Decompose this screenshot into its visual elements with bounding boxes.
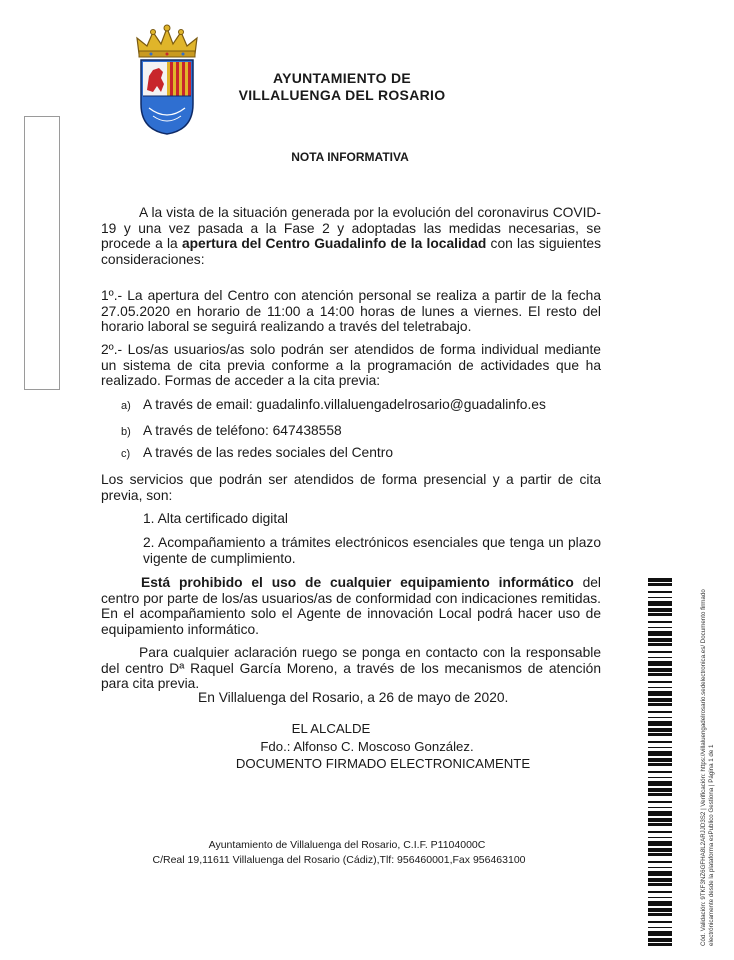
contact-phone-item: A través de teléfono: 647438558: [143, 423, 342, 438]
barcode-stripe: [648, 777, 672, 778]
barcode-stripe: [648, 853, 672, 856]
barcode-stripe: [648, 831, 672, 833]
barcode-stripe: [648, 763, 672, 766]
barcode-stripe: [648, 897, 672, 898]
barcode-stripe: [648, 673, 672, 676]
barcode-stripe: [648, 751, 672, 756]
barcode-stripe: [648, 591, 672, 593]
barcode-stripe: [648, 823, 672, 826]
point-1-paragraph: 1º.- La apertura del Centro con atención personal se realiza a partir de la fecha 27.05.2020 en horario de 11:00 a 14:00 horas de lunes a viernes. El resto del horario laboral se seguirá realizando a través del teletrabajo.: [101, 288, 601, 335]
barcode-stripe: [648, 691, 672, 696]
municipality-name-line1: AYUNTAMIENTO DE: [272, 70, 412, 86]
list-letter-c: c): [121, 448, 131, 460]
barcode-stripe: [648, 608, 672, 612]
barcode-stripe: [648, 741, 672, 743]
signature-role: EL ALCALDE: [291, 721, 371, 736]
prohibition-paragraph: [101, 575, 601, 637]
barcode-stripe: [648, 878, 672, 882]
crest-icon: [131, 24, 203, 136]
services-intro-paragraph: Los servicios que podrán ser atendidos de forma presencial y a partir de cita previa, son:: [101, 472, 601, 503]
service-item-1: 1. Alta certificado digital: [143, 511, 288, 526]
electronic-signature-note: DOCUMENTO FIRMADO ELECTRONICAMENTE: [235, 756, 531, 771]
point-2-paragraph: 2º.- Los/as usuarios/as solo podrán ser atendidos de forma individual mediante un sistema de cita previa conforme a la programación de actividades que ha realizado. Formas de acceder a la cita previa:: [101, 342, 601, 389]
coat-of-arms-logo: [131, 24, 203, 136]
barcode-stripe: [648, 643, 672, 646]
barcode-stripe: [648, 867, 672, 868]
barcode-stripe: [648, 861, 672, 863]
signature-name: Fdo.: Alfonso C. Moscoso González.: [260, 739, 474, 754]
barcode-stripe: [648, 711, 672, 713]
barcode-stripe: [648, 848, 672, 852]
contact-email-item: A través de email: guadalinfo.villaluengadelrosario@guadalinfo.es: [143, 397, 546, 412]
barcode-stripe: [648, 601, 672, 606]
verification-text: [672, 578, 715, 946]
intro-paragraph: [101, 205, 601, 267]
barcode-stripe: [648, 788, 672, 792]
barcode-stripe: [648, 913, 672, 916]
barcode-stripe: [648, 901, 672, 906]
barcode-stripe: [648, 721, 672, 726]
barcode-stripe: [648, 651, 672, 653]
barcode-stripe: [648, 698, 672, 702]
barcode-stripe: [648, 793, 672, 796]
barcode-stripe: [648, 717, 672, 718]
barcode-stripe: [648, 921, 672, 923]
contact-note-paragraph: Para cualquier aclaración ruego se ponga en contacto con la responsable del centro Dª Raquel García Moreno, a través de los mecanismos de atención para cita previa.: [101, 645, 601, 692]
barcode-stripe: [648, 728, 672, 732]
barcode-stripe: [648, 908, 672, 912]
intro-bold-text: apertura del Centro Guadalinfo de la localidad: [181, 236, 487, 252]
barcode-stripe: [648, 818, 672, 822]
barcode-stripe: [648, 747, 672, 748]
barcode-stripe: [648, 801, 672, 803]
intro-text-1: A la vista de la situación generada por la evolución del coronavirus COVID-19 y una vez pasada a la Fase 2 y adoptadas las medidas necesarias, se procede a la: [101, 205, 601, 252]
barcode-stripe: [648, 583, 672, 586]
municipality-name-line2: VILLALUENGA DEL ROSARIO: [238, 87, 446, 103]
barcode-stripe: [648, 758, 672, 762]
intro-text-2: con las siguientes consideraciones:: [101, 236, 601, 267]
barcode-stripe: [648, 613, 672, 616]
barcode-stripe: [648, 771, 672, 773]
list-letter-a: a): [121, 400, 131, 412]
contact-social-item: A través de las redes sociales del Centro: [143, 445, 394, 460]
barcode-stripe: [648, 927, 672, 928]
barcode-stripe: [648, 627, 672, 628]
barcode-stripe: [648, 807, 672, 808]
barcode-stripe: [648, 657, 672, 658]
barcode-stripe: [648, 781, 672, 786]
footer-line-2: C/Real 19,11611 Villaluenga del Rosario (Cádiz),Tlf: 956460001,Fax 956463100: [152, 854, 526, 866]
service-item-2: 2. Acompañamiento a trámites electrónicos esenciales que tenga un plazo vigente de cumplimiento.: [143, 535, 601, 566]
barcode-stripe: [648, 687, 672, 688]
barcode-stripe: [648, 621, 672, 623]
barcode-stripe: [648, 883, 672, 886]
prohibition-rest-text: del centro por parte de los/as usuarios/as de conformidad con indicaciones remitidas. En el acompañamiento solo el Agente de innovación Local podrá hacer uso de equipamiento informático.: [101, 575, 601, 637]
barcode-stripe: [648, 733, 672, 736]
barcode-stripe: [648, 578, 672, 582]
barcode-stripe: [648, 943, 672, 946]
barcode-stripe: [648, 661, 672, 666]
barcode-stripe: [648, 931, 672, 936]
prohibition-bold-text: Está prohibido el uso de cualquier equipamiento informático: [141, 575, 574, 590]
barcode-stripe: [648, 703, 672, 706]
barcode-stripe: [648, 668, 672, 672]
footer-line-1: Ayuntamiento de Villaluenga del Rosario, C.I.F. P1104000C: [208, 839, 486, 851]
barcode-stripe: [648, 938, 672, 942]
barcode-stripe: [648, 811, 672, 816]
date-line: En Villaluenga del Rosario, a 26 de mayo de 2020.: [198, 690, 509, 705]
barcode-stripe: [648, 631, 672, 636]
barcode-stripe: [648, 871, 672, 876]
document-title: NOTA INFORMATIVA: [291, 150, 409, 164]
barcode-stripe: [648, 891, 672, 893]
barcode-stripe: [648, 681, 672, 683]
barcode-stripe: [648, 841, 672, 846]
barcode-stripe: [648, 837, 672, 838]
verification-barcode: [648, 578, 672, 946]
list-letter-b: b): [121, 426, 131, 438]
side-margin-box: [24, 116, 60, 390]
verification-text-content: Cód. Validación: 9TKF3NZ6GFHA8L2ARJJD3S2 | Verificación: https://villaluengadelrosario.sedelectronica.es/ Documento firmado electrónicamente desde la plataforma esPublico Gestiona | Página 1 de 1: [700, 589, 715, 946]
barcode-stripe: [648, 638, 672, 642]
barcode-stripe: [648, 597, 672, 598]
